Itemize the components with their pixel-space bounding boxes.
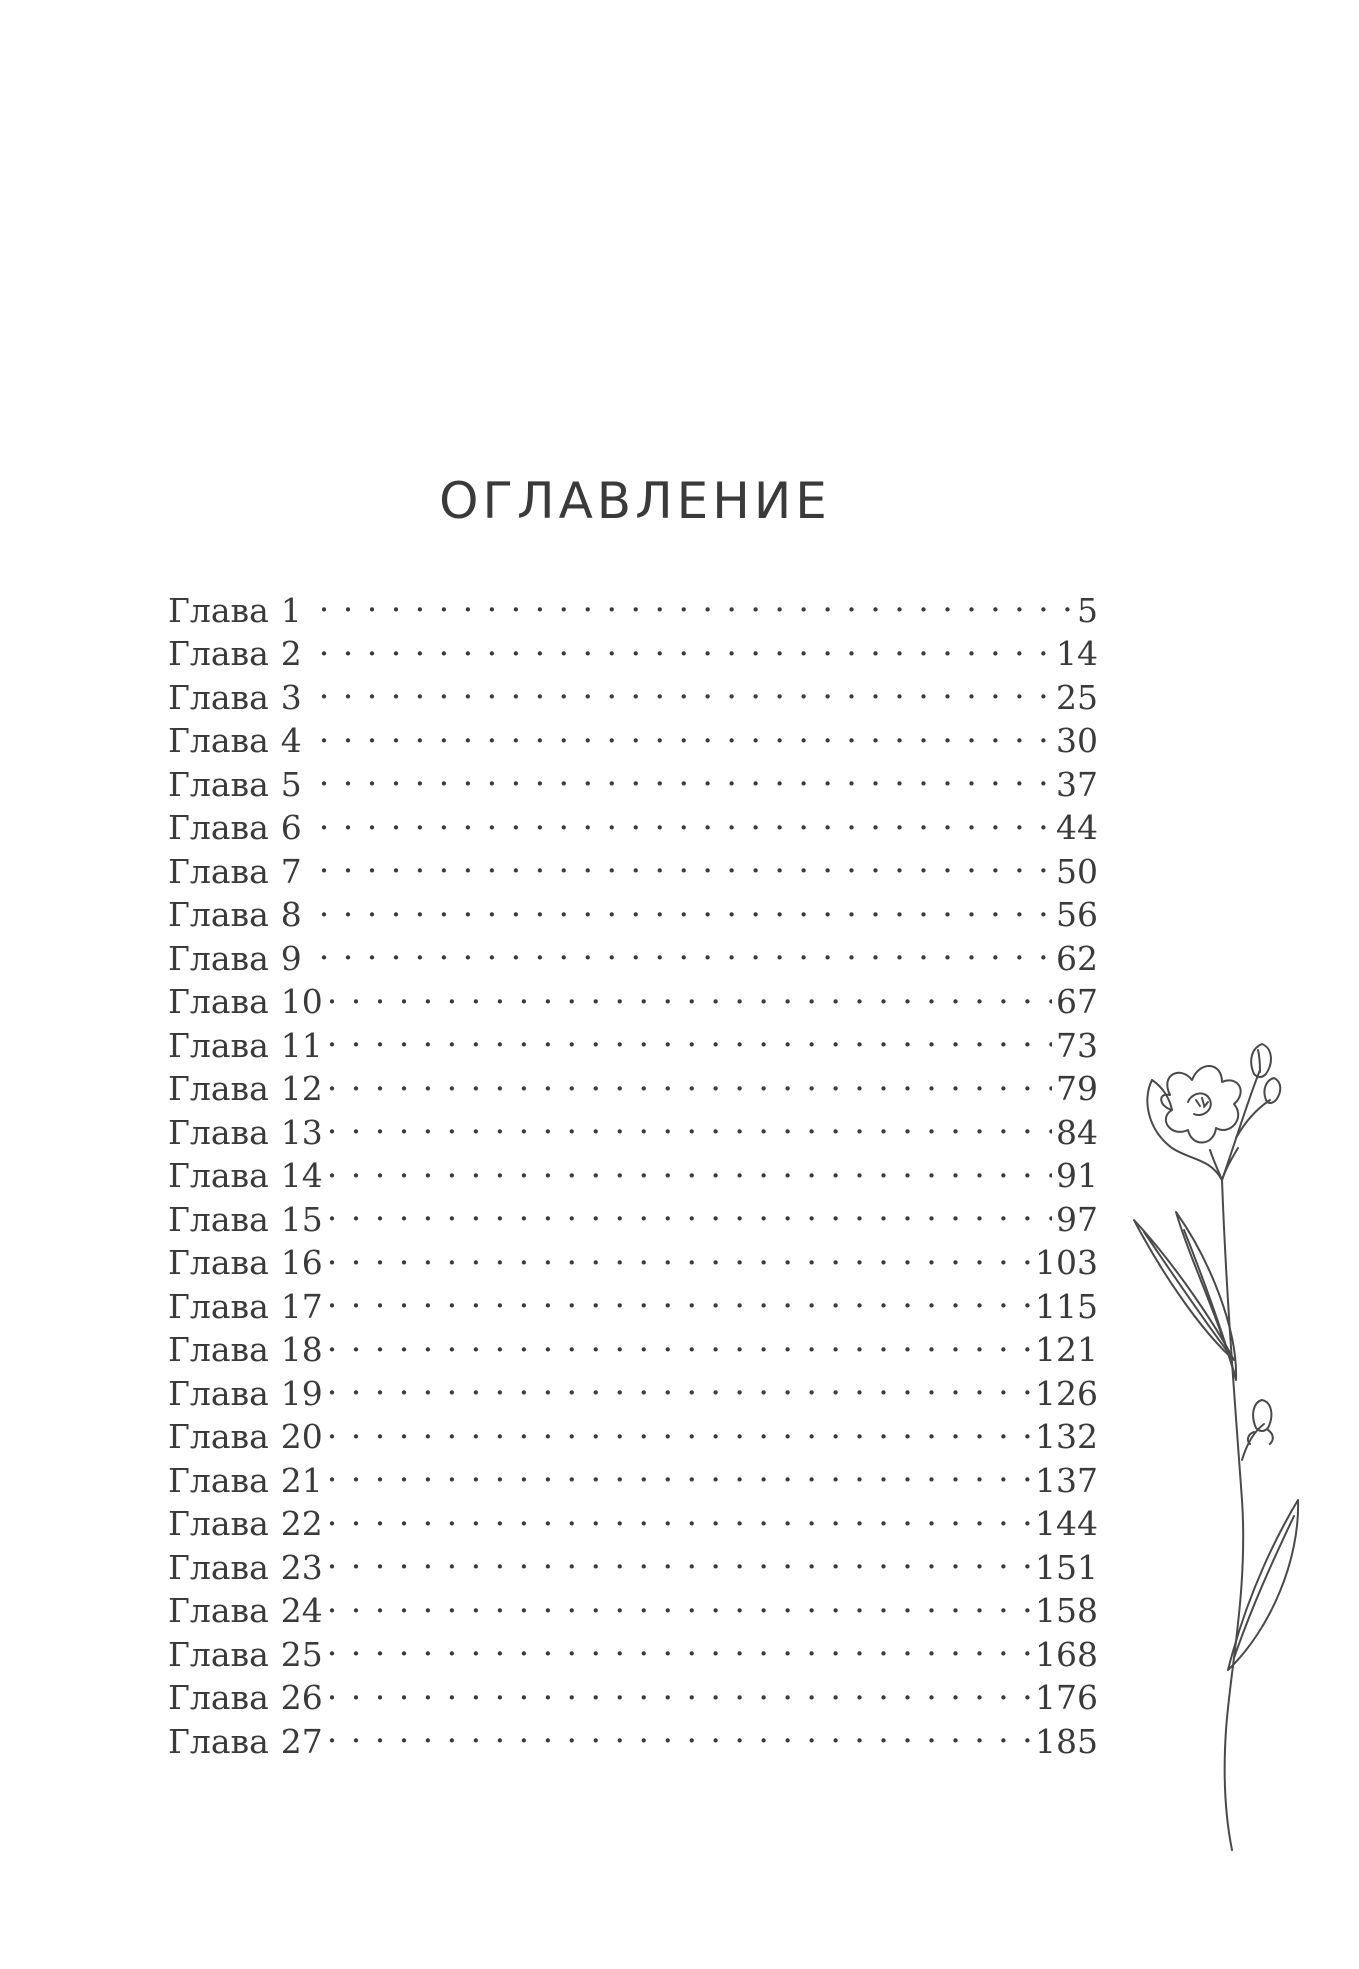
dot-leader bbox=[327, 1274, 1031, 1318]
toc-entry-page-number: 14 bbox=[1056, 634, 1098, 673]
toc-entry-chapter-number: 4 bbox=[280, 721, 302, 760]
dot-leader bbox=[319, 839, 1052, 883]
dot-leader bbox=[319, 709, 1052, 753]
toc-entry-page-number: 158 bbox=[1035, 1591, 1098, 1630]
toc-entry-chapter-number: 22 bbox=[280, 1504, 323, 1543]
dot-leader bbox=[319, 796, 1052, 840]
toc-entry-page-number: 103 bbox=[1035, 1243, 1098, 1282]
toc-entry-page-number: 132 bbox=[1035, 1417, 1098, 1456]
toc-entry-chapter-number: 20 bbox=[280, 1417, 323, 1456]
toc-entry-page-number: 62 bbox=[1056, 938, 1098, 978]
dot-leader bbox=[319, 752, 1052, 796]
toc-entry-label: Глава bbox=[168, 1460, 269, 1500]
toc-entry-label: Глава bbox=[168, 1547, 269, 1587]
toc-entry-page-number: 91 bbox=[1056, 1156, 1098, 1195]
toc-entry-page-number: 115 bbox=[1035, 1286, 1098, 1326]
toc-entry-chapter-number: 6 bbox=[280, 808, 302, 847]
toc-entry-label: Глава bbox=[168, 1634, 269, 1674]
toc-entry-page-number: 5 bbox=[1077, 590, 1098, 630]
toc-entry-page-number: 79 bbox=[1056, 1069, 1098, 1108]
toc-entry-page-number: 121 bbox=[1035, 1330, 1098, 1369]
toc-entry-page-number: 97 bbox=[1056, 1199, 1098, 1239]
toc-entry-page-number: 151 bbox=[1035, 1547, 1098, 1587]
dot-leader bbox=[319, 883, 1052, 927]
toc-entry-label: Глава bbox=[168, 1112, 269, 1152]
toc-entry[interactable] bbox=[168, 578, 1098, 630]
toc-entry-chapter-number: 1 bbox=[280, 590, 302, 630]
dot-leader bbox=[327, 1187, 1052, 1231]
toc-entry-page-number: 73 bbox=[1056, 1025, 1098, 1065]
dot-leader bbox=[327, 1361, 1031, 1405]
dot-leader bbox=[327, 1579, 1031, 1623]
toc-entry-page-number: 185 bbox=[1035, 1721, 1098, 1761]
dot-leader bbox=[327, 1057, 1052, 1101]
toc-entry-chapter-number: 15 bbox=[280, 1199, 323, 1239]
page-title: ОГЛАВЛЕНИЕ bbox=[439, 472, 831, 530]
toc-entry-chapter-number: 24 bbox=[280, 1591, 323, 1630]
table-of-contents bbox=[168, 578, 1098, 1761]
toc-entry-chapter-number: 2 bbox=[280, 634, 302, 673]
toc-entry-page-number: 44 bbox=[1056, 808, 1098, 847]
toc-entry-label: Глава bbox=[168, 1330, 269, 1369]
toc-entry-chapter-number: 7 bbox=[280, 851, 302, 891]
toc-entry-page-number: 176 bbox=[1035, 1678, 1098, 1717]
dot-leader bbox=[327, 1405, 1031, 1449]
toc-entry-page-number: 37 bbox=[1056, 764, 1098, 804]
toc-entry-chapter-number: 27 bbox=[280, 1721, 323, 1761]
toc-entry-label: Глава bbox=[168, 1504, 269, 1543]
toc-entry-label: Глава bbox=[168, 1721, 269, 1761]
dot-leader bbox=[319, 926, 1052, 970]
toc-entry-chapter-number: 21 bbox=[280, 1460, 323, 1500]
toc-entry-label: Глава bbox=[168, 1199, 269, 1239]
toc-entry-page-number: 50 bbox=[1056, 851, 1098, 891]
toc-entry-chapter-number: 23 bbox=[280, 1547, 323, 1587]
toc-entry-chapter-number: 12 bbox=[280, 1069, 323, 1108]
toc-entry-chapter-number: 14 bbox=[280, 1156, 323, 1195]
toc-entry-label: Глава bbox=[168, 1025, 269, 1065]
toc-entry-label: Глава bbox=[168, 895, 269, 934]
toc-entry-chapter-number: 3 bbox=[280, 677, 302, 717]
toc-entry-label: Глава bbox=[168, 764, 269, 804]
toc-entry-page-number: 67 bbox=[1056, 982, 1098, 1021]
toc-entry-label: Глава bbox=[168, 938, 269, 978]
toc-entry-page-number: 144 bbox=[1035, 1504, 1098, 1543]
dot-leader bbox=[327, 1492, 1031, 1536]
toc-entry-label: Глава bbox=[168, 1156, 269, 1195]
toc-entry-label: Глава bbox=[168, 1417, 269, 1456]
toc-entry-chapter-number: 16 bbox=[280, 1243, 323, 1282]
dot-leader bbox=[327, 1666, 1031, 1710]
dot-leader bbox=[319, 578, 1073, 622]
toc-entry-label: Глава bbox=[168, 1373, 269, 1413]
toc-entry-chapter-number: 19 bbox=[280, 1373, 323, 1413]
dot-leader bbox=[319, 665, 1052, 709]
dot-leader bbox=[327, 1709, 1031, 1753]
toc-entry-page-number: 84 bbox=[1056, 1112, 1098, 1152]
toc-entry-chapter-number: 18 bbox=[280, 1330, 323, 1369]
toc-entry-chapter-number: 9 bbox=[280, 938, 302, 978]
toc-entry-page-number: 30 bbox=[1056, 721, 1098, 760]
dot-leader bbox=[327, 1622, 1031, 1666]
toc-entry-page-number: 168 bbox=[1035, 1634, 1098, 1674]
toc-entry-label: Глава bbox=[168, 1243, 269, 1282]
dot-leader bbox=[327, 1100, 1052, 1144]
toc-entry-label: Глава bbox=[168, 721, 269, 760]
dot-leader bbox=[327, 1013, 1052, 1057]
toc-entry-label: Глава bbox=[168, 851, 269, 891]
toc-entry-chapter-number: 17 bbox=[280, 1286, 323, 1326]
toc-entry-page-number: 126 bbox=[1035, 1373, 1098, 1413]
flower-illustration-icon bbox=[1130, 1030, 1300, 1870]
toc-entry-label: Глава bbox=[168, 1069, 269, 1108]
toc-entry-label: Глава bbox=[168, 982, 269, 1021]
toc-entry-chapter-number: 26 bbox=[280, 1678, 323, 1717]
toc-entry-chapter-number: 10 bbox=[280, 982, 323, 1021]
dot-leader bbox=[327, 1144, 1052, 1188]
toc-entry-chapter-number: 11 bbox=[280, 1025, 323, 1065]
toc-entry-page-number: 25 bbox=[1056, 677, 1098, 717]
dot-leader bbox=[327, 1318, 1031, 1362]
toc-entry-label: Глава bbox=[168, 1286, 269, 1326]
dot-leader bbox=[319, 622, 1052, 666]
toc-entry-label: Глава bbox=[168, 1678, 269, 1717]
toc-entry-label: Глава bbox=[168, 590, 269, 630]
toc-entry-chapter-number: 8 bbox=[280, 895, 302, 934]
dot-leader bbox=[327, 1448, 1031, 1492]
toc-entry-chapter-number: 13 bbox=[280, 1112, 323, 1152]
dot-leader bbox=[327, 1231, 1031, 1275]
dot-leader bbox=[327, 1535, 1031, 1579]
toc-entry-label: Глава bbox=[168, 634, 269, 673]
toc-entry-label: Глава bbox=[168, 808, 269, 847]
toc-entry-chapter-number: 5 bbox=[280, 764, 302, 804]
toc-entry-page-number: 137 bbox=[1035, 1460, 1098, 1500]
dot-leader bbox=[327, 970, 1052, 1014]
toc-entry-chapter-number: 25 bbox=[280, 1634, 323, 1674]
toc-entry-page-number: 56 bbox=[1056, 895, 1098, 934]
toc-entry-label: Глава bbox=[168, 1591, 269, 1630]
toc-entry-label: Глава bbox=[168, 677, 269, 717]
